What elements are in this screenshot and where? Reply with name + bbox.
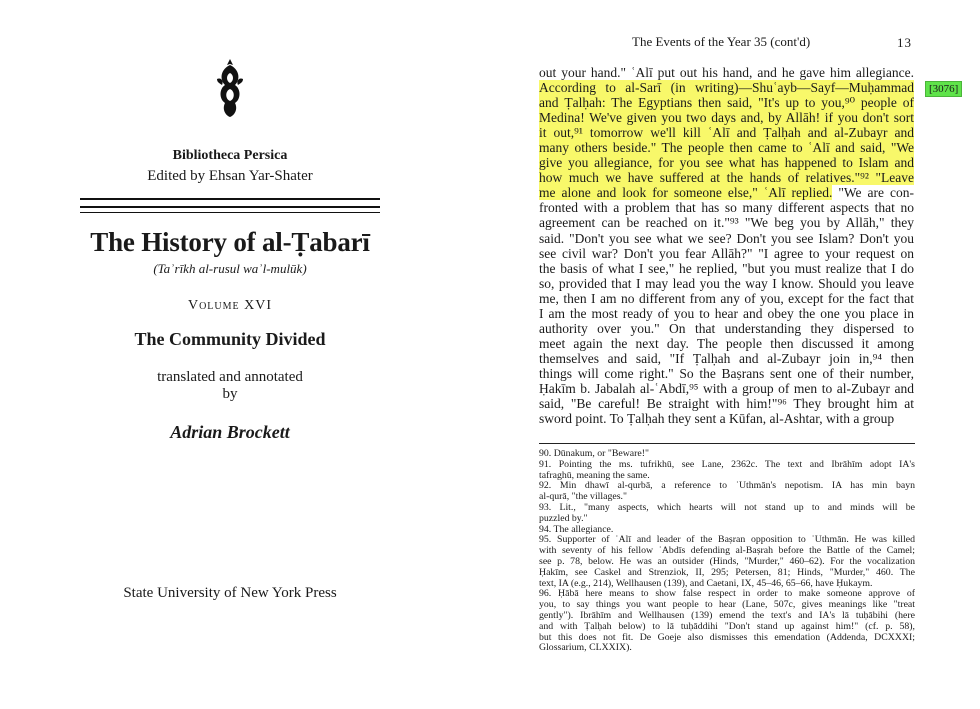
body-text [539,65,914,426]
footnote-line: 95. Supporter of ʿAlī and leader of the Baṣran opposition to ʿUthmān. He was killed [539,535,915,546]
text-segment: authority over you." On that understanding they dispersed to [539,320,914,336]
text-segment: out your hand." ʿAlī put out his hand, and he gave him allegiance. [539,65,914,80]
footnote-line: but this does not fit. De Goeje also dismisses this emendation (Addenda, DCXXXI; [539,632,915,643]
footnote-line: you, to say things you want people to hear (Lane, 507c, gives meanings like "treat [539,600,915,611]
text-segment: I am the most ready of you to hear and obey the one you place in [539,305,914,321]
footnote-line: and with Ṭalḥah below) to lā tuḥāddihi "Don't stand up against him!" (cf. p. 58), [539,621,915,632]
text-segment: so, provided that I may lead you the way I know. Should you leave [539,275,914,291]
footnote-line: 90. Dūnakum, or "Beware!" [539,449,650,459]
text-line [539,381,914,396]
highlighted-text: how much we have suffered at the hands of relatives."⁹² "Leave [539,170,914,186]
text-line [539,65,914,80]
by-text: by [222,386,238,402]
text-segment: said, "Be careful! Be straight with him!"⁹⁶ They brought him at [539,396,914,412]
text-line [539,215,914,230]
footnote-line: text, IA (e.g., 214), Wellhausen (139), and Caetani, IX, 45–46, 65–66, have Ḥukaym. [539,578,873,589]
volume-number: Volume XVI [187,298,273,313]
footnote-line: al-qurā, "the villages." [539,492,627,503]
footnote-line: 93. Lit., "many aspects, which hearts will not stand up to and minds will be [539,502,915,513]
highlighted-text: give you allegiance, for you see what has happened to Islam and [539,155,914,171]
running-head: The Events of the Year 35 (cont'd) [632,34,811,49]
footnote-line: gently"). Ibrāhīm and Wellhausen (139) emend the text's and IA's lā tuḥābihi (here [539,610,915,621]
title-page [0,0,480,709]
publisher-name: State University of New York Press [123,585,337,601]
divider [80,206,380,208]
text-line [539,291,914,306]
text-line [539,276,914,291]
text-segment: the basis of what I see," he replied, "but you must realize that I do [539,260,914,276]
text-line [539,95,914,110]
text-segment: see civil war? Don't you fear Allāh?" "I agree to your request on [539,245,914,261]
page-number: 13 [897,35,912,50]
translator-name: Adrian Brockett [170,422,290,442]
text-segment: agreement can be reached on it."⁹³ "We beg you by Allāh," they [539,215,914,231]
text-line [539,185,914,200]
editor-line: Edited by Ehsan Yar-Shater [147,168,313,184]
highlighted-text: and Ṭalḥah: The Egyptians then said, "It's up to you,⁹⁰ people of [539,95,914,111]
highlighted-text: Medina! We've given you two days and, by Allāh! if you don't sort [539,110,914,126]
text-line [539,351,914,366]
text-line [539,125,914,140]
text-segment: Ḥakīm b. Jabalah al-ʿAbdī,⁹⁵ with a group of men to al-Zubayr and [539,380,914,396]
text-segment: me, then I am no different from any of you, except for the fact that [539,290,914,306]
highlighted-text: According to al-Sarī (in writing)—Shuʿayb—Sayf—Muḥammad [539,80,914,96]
footnote-line: tafraghū, meaning the same. [539,470,650,481]
text-line [539,321,914,336]
highlighted-text: it out,⁹¹ tomorrow we'll kill ʿAlī and Ṭalḥah and al-Zubayr and [539,125,914,141]
text-segment: "We are con- [832,185,914,201]
divider [80,198,380,200]
series-name: Bibliotheca Persica [172,148,288,163]
publisher-ornament-icon [213,57,247,119]
footnotes [539,449,915,654]
text-segment: meet again the next day. The people then discussed it among [539,335,914,351]
text-line [539,306,914,321]
text-segment: fronted with a problem that has so many different aspects that no [539,200,914,216]
text-line [539,336,914,351]
text-line [539,246,914,261]
text-line [539,411,914,426]
text-line [539,80,914,95]
volume-title: The Community Divided [134,329,326,349]
text-segment: said. "Don't you see what we see? Don't you see Islam? Don't you [539,230,914,246]
text-line [539,396,914,411]
footnote-line: Ḥakīm, see Caskel and Strenziok, II, 295; Petersen, 81; Hinds, "Murder," 460. The [539,567,915,578]
footnote-divider [539,443,915,444]
divider [80,212,380,213]
footnote-line: 91. Pointing the ms. tufrikhū, see Lane, 2362c. The text and Ibrāhīm adopt IA's [539,459,915,470]
translated-line [80,369,380,403]
footnote-line: puzzled by." [539,513,588,524]
translated-text: translated and annotated [157,369,303,385]
footnote-line: 96. Ḥābā here means to show false respect in order to make someone approve of [539,589,915,600]
text-line [539,155,914,170]
footnote-line: 92. Min dhawī al-qurbā, a reference to ʿUthmān's nepotism. IA has min bayn [539,481,915,492]
text-line [539,200,914,215]
margin-reference-tag: [3076] [925,81,962,97]
text-segment: themselves and said, "If Ṭalḥah and al-Zubayr join in,⁹⁴ then [539,350,914,366]
text-line [539,170,914,185]
text-line [539,231,914,246]
book-title: The History of al-Ṭabarī [90,227,370,257]
highlighted-text: many others beside." The people then came to ʿAlī and said, "We [539,140,914,156]
book-subtitle: (Taʾrīkh al-rusul waʾl-mulūk) [153,261,307,276]
footnote-line: with seventy of his fellow ʿAbdīs defending al-Baṣrah before the Battle of the Camel; [539,546,915,557]
text-segment: sword point. To Ṭalḥah they sent a Kūfan, al-Ashtar, with a group [539,411,895,427]
text-segment: things will come right." So the Baṣrans sent one of their number, [539,365,914,381]
text-line [539,110,914,125]
footnote-line: see p. 78, below. He was an outsider (Hinds, "Murder," 460–62). For the vocalization [539,556,915,567]
text-line [539,140,914,155]
footnote-line: Glossarium, CLXXIX). [539,643,632,654]
text-line [539,261,914,276]
text-line [539,366,914,381]
highlighted-text: me alone and look for someone else," ʿAlī replied. [539,185,833,201]
footnote-line: 94. The allegiance. [539,524,614,535]
